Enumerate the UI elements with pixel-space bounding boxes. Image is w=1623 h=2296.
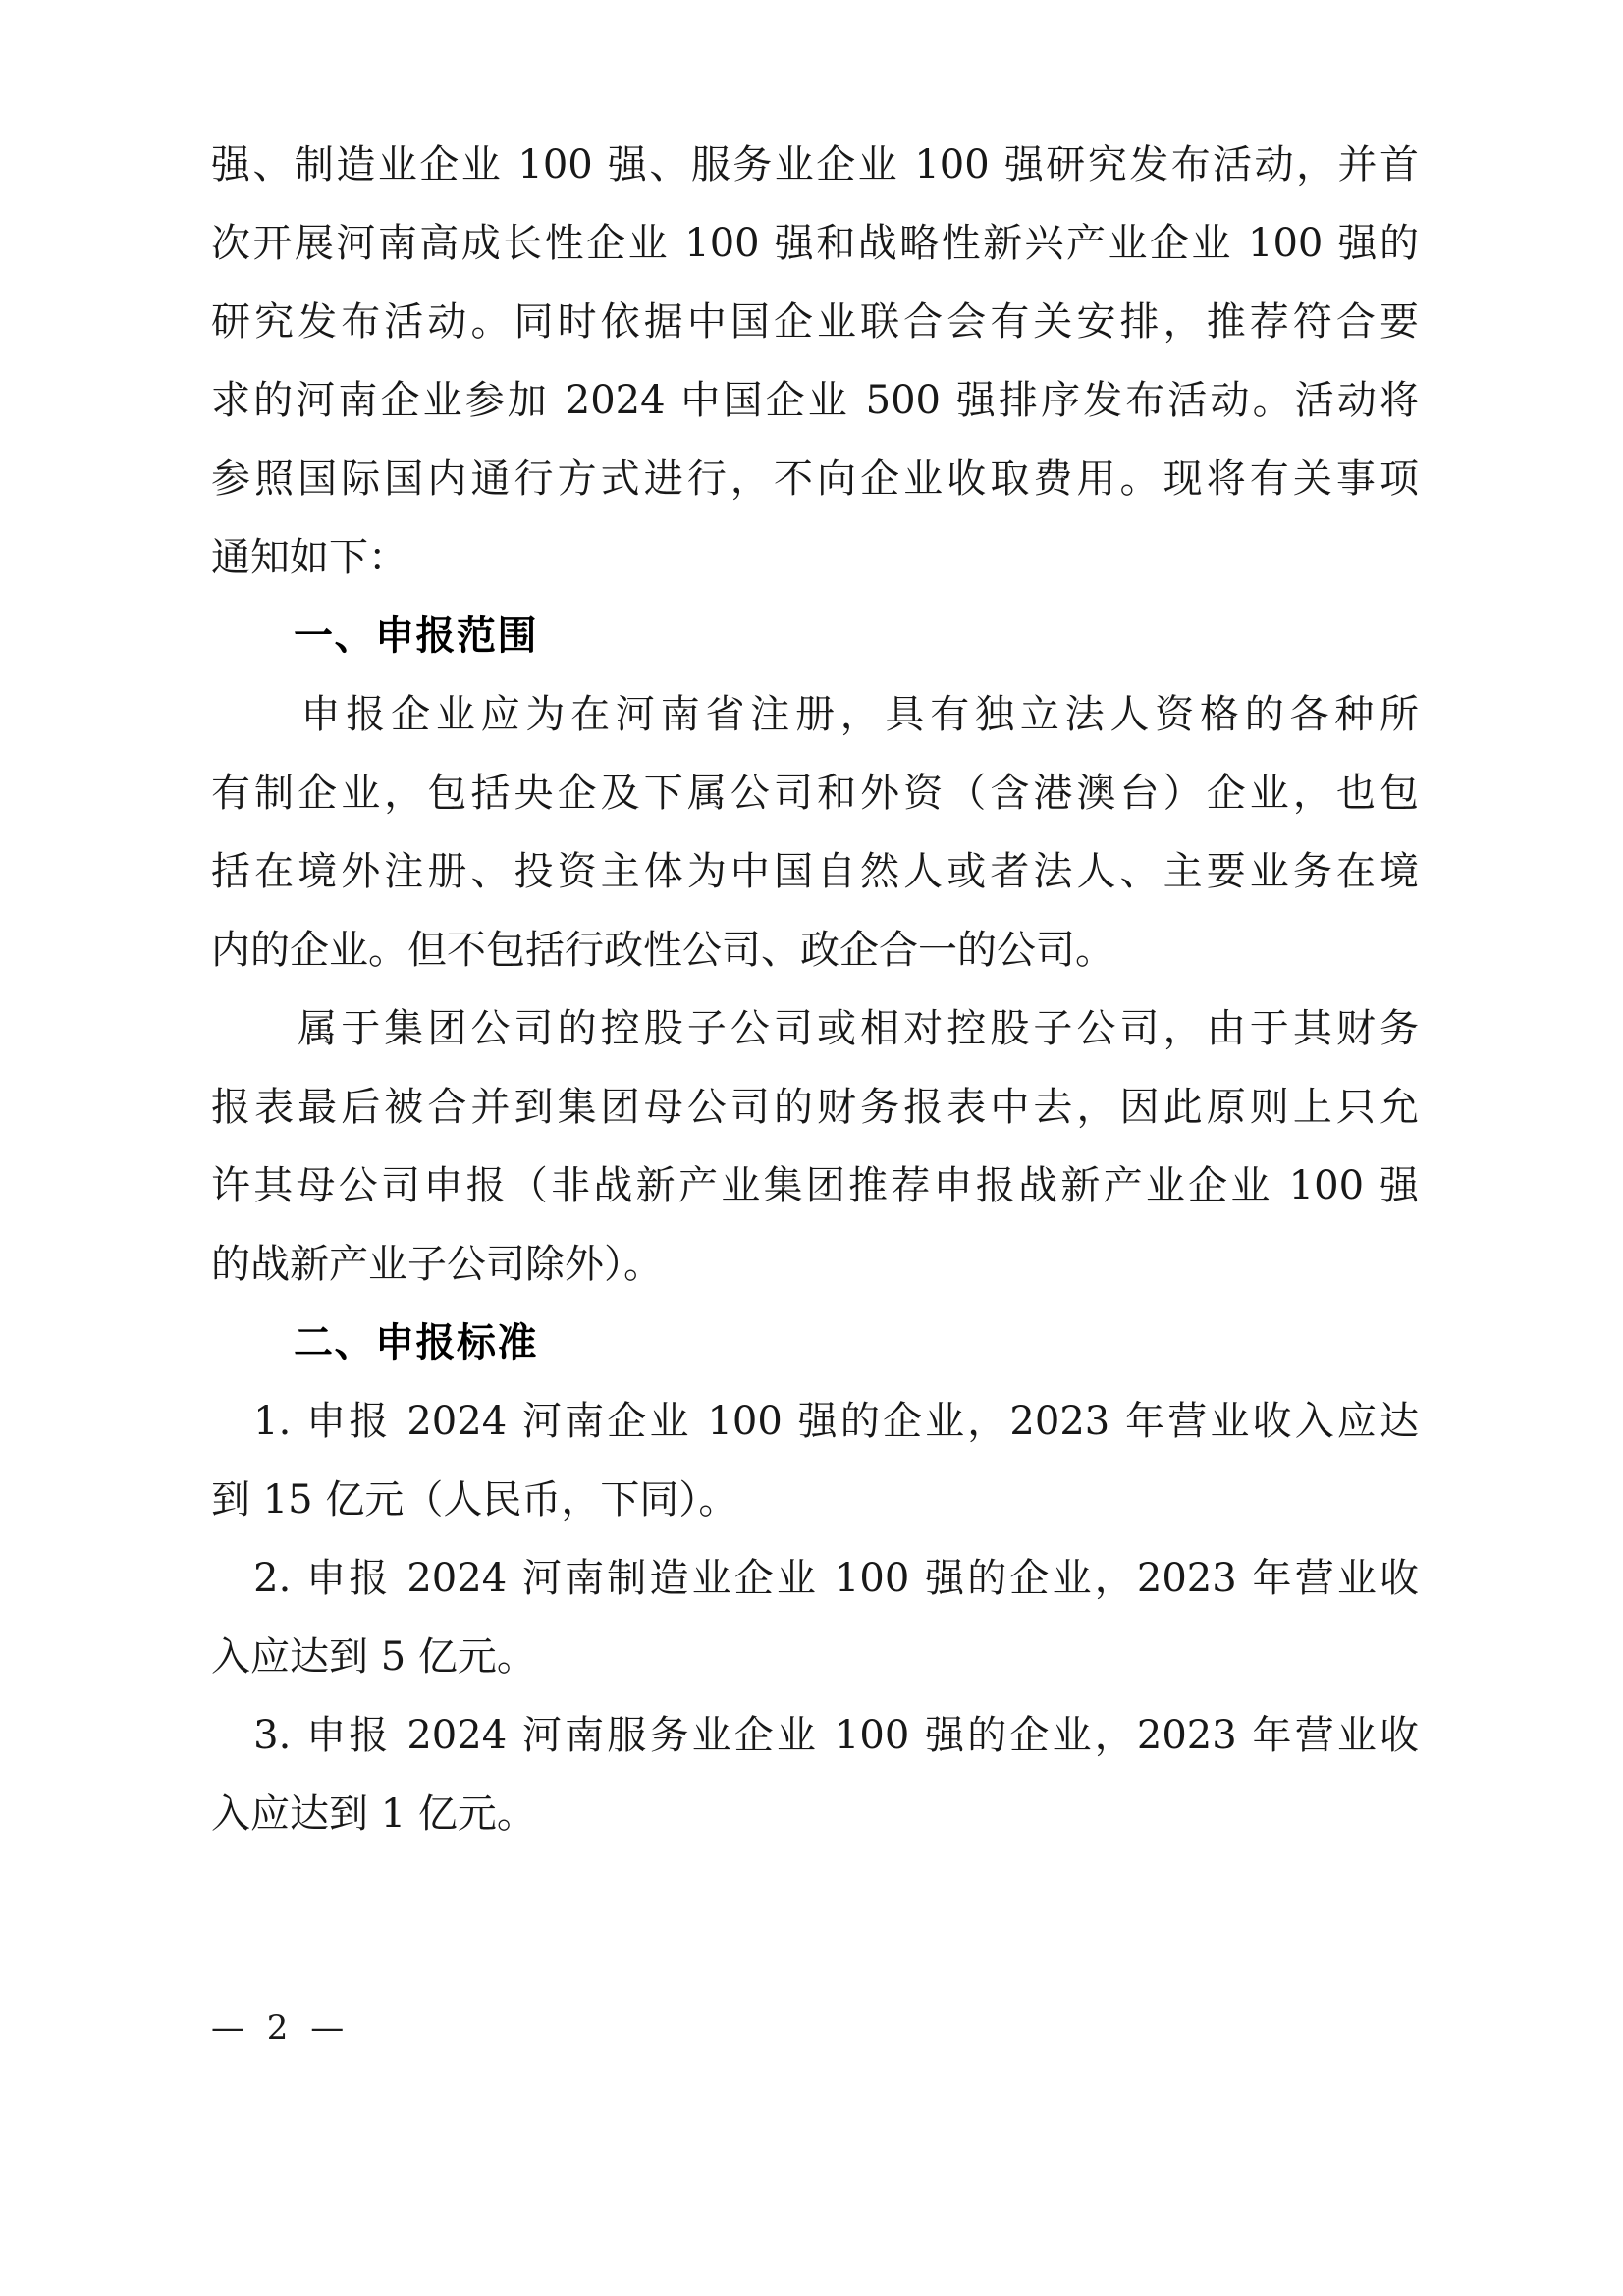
text-line: 有制企业，包括央企及下属公司和外资（含港澳台）企业，也包	[211, 771, 1419, 816]
paragraph-scope-1	[211, 675, 1419, 989]
text-line: 属于集团公司的控股子公司或相对控股子公司，由于其财务	[211, 1006, 1419, 1051]
page-number: — 2 —	[211, 2008, 351, 2048]
text-line: 研究发布活动。同时依据中国企业联合会有关安排，推荐符合要	[211, 299, 1419, 345]
heading-section-one: 一、申报范围	[294, 614, 538, 659]
text-line: 许其母公司申报（非战新产业集团推荐申报战新产业企业 100 强	[211, 1163, 1419, 1208]
paragraph-standard-2	[211, 1539, 1419, 1696]
text-line: 入应达到 5 亿元。	[211, 1634, 536, 1680]
text-line: 的战新产业子公司除外）。	[211, 1242, 663, 1287]
text-line: 1. 申报 2024 河南企业 100 强的企业，2023 年营业收入应达	[211, 1399, 1419, 1444]
text-line: 强、制造业企业 100 强、服务业企业 100 强研究发布活动，并首	[211, 142, 1419, 187]
text-line: 入应达到 1 亿元。	[211, 1791, 536, 1837]
text-line: 求的河南企业参加 2024 中国企业 500 强排序发布活动。活动将	[211, 378, 1419, 423]
text-line: 通知如下：	[211, 535, 407, 580]
text-line: 次开展河南高成长性企业 100 强和战略性新兴产业企业 100 强的	[211, 221, 1419, 266]
paragraph-scope-2	[211, 989, 1419, 1304]
page-footer	[211, 2008, 1419, 2048]
text-line: 到 15 亿元（人民币，下同）。	[211, 1477, 738, 1522]
text-line: 内的企业。但不包括行政性公司、政企合一的公司。	[211, 928, 1114, 973]
text-line: 2. 申报 2024 河南制造业企业 100 强的企业，2023 年营业收	[211, 1556, 1419, 1601]
text-line: 参照国际国内通行方式进行，不向企业收取费用。现将有关事项	[211, 456, 1419, 502]
text-line: 报表最后被合并到集团母公司的财务报表中去，因此原则上只允	[211, 1085, 1419, 1130]
document-body	[211, 126, 1419, 1853]
paragraph-standard-1	[211, 1382, 1419, 1539]
text-line: 申报企业应为在河南省注册，具有独立法人资格的各种所	[211, 692, 1419, 737]
text-line: 括在境外注册、投资主体为中国自然人或者法人、主要业务在境	[211, 849, 1419, 894]
heading-section-two: 二、申报标准	[294, 1320, 538, 1365]
paragraph-intro-continued	[211, 126, 1419, 597]
paragraph-standard-3	[211, 1696, 1419, 1853]
text-line: 3. 申报 2024 河南服务业企业 100 强的企业，2023 年营业收	[211, 1713, 1419, 1758]
